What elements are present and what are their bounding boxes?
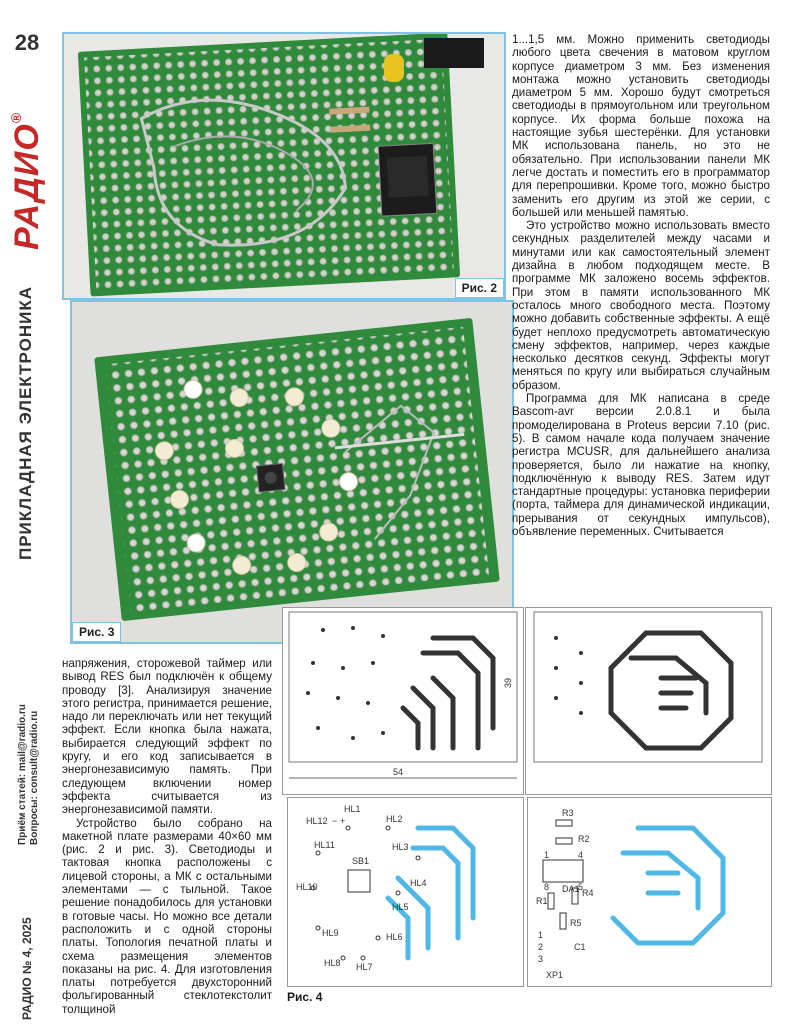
text-column-right [512, 33, 770, 538]
label-dip-pin-4: 4 [578, 850, 584, 860]
paragraph: напряжения, сторожевой таймер или вывод RES был подключён к общему проводу [3]. Анализируя значение этого регистра, принимается решение, надо ли переключать или нет текущий эффект. Если кнопка была нажата, выбирается следующий эффект по кругу, и его код записывается в энергонезависимую память. При следующем включении номер эффекта считывается из энергонезависимой памяти. [62, 657, 272, 817]
capacitor [384, 54, 404, 82]
placement-b-drawing [528, 798, 771, 986]
section-title: ПРИКЛАДНАЯ ЭЛЕКТРОНИКА [16, 286, 35, 560]
label-hl8: HL8 [324, 958, 341, 968]
label-hl7: HL7 [356, 962, 373, 972]
label-hl6: HL6 [386, 932, 403, 942]
paragraph: Это устройство можно использовать вместо секундных разделителей между часами и минутами или как самостоятельный элемент дизайна в любом подходящем месте. В программе МК заложено восемь эффектов. При этом в памяти использованного МК осталось много свободного места. Поэтому можно добавить собственные эффекты. А ещё будет неплохо предусмотреть автоматическую смену эффектов, например, через каждые несколько десятков секунд. Эффекты могут меняться по кругу или выбираться случайным образом. [512, 219, 770, 392]
label-r1: R1 [536, 896, 548, 906]
pcb-side-a-drawing [283, 608, 523, 794]
text-column-left [62, 657, 272, 1016]
connector-header [424, 38, 484, 68]
label-hl2: HL2 [386, 814, 403, 824]
label-r5: R5 [570, 918, 582, 928]
label-da1: DA1 [562, 884, 580, 894]
label-sb1: SB1 [352, 856, 370, 866]
dimension-width: 54 [393, 767, 404, 777]
sidebar [0, 0, 50, 1032]
brand-reg-mark: ® [8, 111, 24, 124]
pcb-side-b-drawing [526, 608, 771, 794]
label-dip-pin-1: 1 [544, 850, 550, 860]
figure-4-pcb-side-b [525, 607, 772, 795]
label-hl1: HL1 [344, 804, 361, 814]
dimension-height: 39 [503, 677, 513, 688]
paragraph: Программа для МК написана в среде Bascom-avr версии 2.0.8.1 и была промоделирована в Proteus версии 7.10 (рис. 5). В самом начале кода получаем значение регистра MCUSR, для дальнейшего анализа проверяется, было ли нажатие на кнопку, подключённую к выводу RES. Затем идут стандартные процедуры: установка периферии (порта, таймера для динамической индикации, прерывания от секундных импульсов), объявление переменных. Считывается [512, 392, 770, 538]
paragraph: Устройство было собрано на макетной плате размерами 40×60 мм (рис. 2 и рис. 3). Светодиоды и тактовая кнопка расположены с лицевой стороны, а МК с остальными элементами — с тыльной. Такое решение понадобилось для установки в готовые часы. Но можно все детали расположить и с одной стороны платы. Топология печатной платы и схема размещения элементов показаны на рис. 4. Для изготовления платы потребуется двухсторонний фольгированный стеклотекстолит толщиной [62, 816, 272, 1016]
figure-2-photo [62, 32, 506, 300]
label-xp1: XP1 [546, 970, 564, 980]
paragraph: 1...1,5 мм. Можно применить светодиоды любого цвета свечения в матовом круглом корпусе диаметром 3 мм. Без изменения монтажа можно установить светодиоды диаметром 5 мм. Хорошо будут смотреться светодиоды в прямоугольном или треугольном корпусе. Их форма больше похожа на настоящие зубья шестерёнки. Для установки МК использована панель, но это не обязательно. При использовании панели МК легче достать и поместить его в программатор для перепрошивки. Кроме того, можно быстро заменить его другим из этой же серии, с большей или меньшей памятью. [512, 33, 770, 219]
sign-plus: + [340, 816, 346, 826]
figure-3-photo [70, 300, 514, 644]
label-hl5: HL5 [392, 902, 409, 912]
label-r4: R4 [582, 888, 594, 898]
brand-name: РАДИО [8, 123, 46, 250]
issue-label: РАДИО № 4, 2025 [20, 917, 34, 1020]
figure-2-caption: Рис. 2 [455, 278, 504, 298]
pcb-board-front [94, 318, 500, 621]
pcb-front-drawing [94, 318, 500, 621]
contact-articles: Приём статей: mail@radio.ru [17, 704, 28, 845]
label-dip-pin-5: 5 [578, 882, 584, 892]
brand-logo [8, 112, 47, 250]
figure-3-caption: Рис. 3 [72, 622, 121, 642]
label-hl9: HL9 [322, 928, 339, 938]
label-r3: R3 [562, 808, 574, 818]
label-c1: C1 [574, 942, 586, 952]
figure-4-placement-b [527, 797, 772, 987]
label-hl3: HL3 [392, 842, 409, 852]
page-number: 28 [14, 30, 40, 55]
sign-minus: − [332, 816, 338, 826]
figure-4-placement-a [287, 797, 524, 987]
label-hl4: HL4 [410, 878, 427, 888]
label-xp1-pin-2: 2 [538, 942, 544, 952]
label-hl11: HL11 [314, 840, 335, 850]
label-xp1-pin-1: 1 [538, 930, 544, 940]
figure-4-pcb-side-a [282, 607, 524, 795]
label-r2: R2 [578, 834, 590, 844]
label-hl10: HL10 [296, 882, 318, 892]
placement-a-drawing [288, 798, 523, 986]
contact-questions: Вопросы: consult@radio.ru [29, 710, 40, 845]
label-xp1-pin-3: 3 [538, 954, 544, 964]
label-hl12: HL12 [306, 816, 328, 826]
figure-4-caption: Рис. 4 [287, 990, 323, 1004]
label-dip-pin-8: 8 [544, 882, 550, 892]
